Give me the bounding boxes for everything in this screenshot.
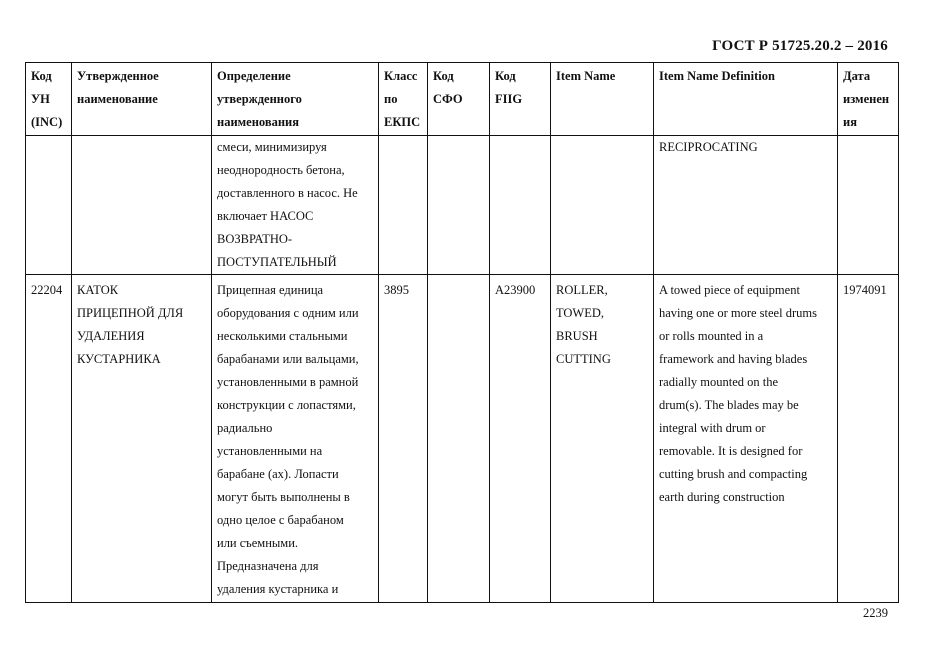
sfo-code-cell: [428, 136, 490, 275]
header-line: по: [384, 92, 398, 106]
header-line: Код: [495, 69, 516, 83]
header-line: Утвержденное: [77, 69, 159, 83]
cell-line: framework and having blades: [659, 352, 808, 366]
cell-line: ВОЗВРАТНО-: [217, 232, 293, 246]
cell-line: removable. It is designed for: [659, 444, 803, 458]
cell-line: удаления кустарника и: [217, 582, 339, 596]
cell-line: установленными в рамной: [217, 375, 359, 389]
cell-line: доставленного в насос. Не: [217, 186, 358, 200]
cell-line: ПОСТУПАТЕЛЬНЫЙ: [217, 255, 337, 269]
cell-line: RECIPROCATING: [659, 140, 758, 154]
page-number: 2239: [863, 606, 888, 620]
document-standard-header: ГОСТ Р 51725.20.2 – 2016: [712, 38, 888, 54]
header-line: ия: [843, 115, 857, 129]
header-line: СФО: [433, 92, 463, 106]
cell-line: КУСТАРНИКА: [77, 352, 161, 366]
header-inc: [26, 63, 72, 136]
cell-line: или съемными.: [217, 536, 299, 550]
cell-line: radially mounted on the: [659, 375, 779, 389]
table-row: [26, 136, 899, 275]
header-sfo-code: [428, 63, 490, 136]
cell-line: неоднородность бетона,: [217, 163, 345, 177]
cell-line: несколькими стальными: [217, 329, 348, 343]
table-row: [26, 275, 899, 603]
cell-line: барабанами или вальцами,: [217, 352, 359, 366]
header-line: наименование: [77, 92, 158, 106]
cell-line: 22204: [31, 283, 63, 297]
header-change-date: [838, 63, 899, 136]
cell-line: могут быть выполнены в: [217, 490, 350, 504]
cell-line: барабане (ах). Лопасти: [217, 467, 339, 481]
cell-line: конструкции с лопастями,: [217, 398, 356, 412]
header-line: Дата: [843, 69, 871, 83]
header-line: ЕКПС: [384, 115, 421, 129]
sfo-code-cell: [428, 275, 490, 603]
cell-line: УДАЛЕНИЯ: [77, 329, 145, 343]
cell-line: Прицепная единица: [217, 283, 324, 297]
table-header-row: [26, 63, 899, 136]
header-line: FIIG: [495, 92, 523, 106]
cell-line: КАТОК: [77, 283, 119, 297]
cell-line: or rolls mounted in a: [659, 329, 764, 343]
inc-cell: [26, 136, 72, 275]
header-line: УН: [31, 92, 50, 106]
definition-cell: [212, 136, 379, 275]
header-fiig-code: [490, 63, 551, 136]
cell-line: одно целое с барабаном: [217, 513, 344, 527]
fiig-code-cell: [490, 136, 551, 275]
header-line: Item Name: [556, 69, 616, 83]
definition-cell: [212, 275, 379, 603]
cell-line: A towed piece of equipment: [659, 283, 800, 297]
cell-line: TOWED,: [556, 306, 605, 320]
header-line: Код: [433, 69, 454, 83]
header-line: утвержденного: [217, 92, 302, 106]
header-line: Определение: [217, 69, 291, 83]
cell-line: CUTTING: [556, 352, 611, 366]
header-line: Класс: [384, 69, 418, 83]
header-approved-name: [72, 63, 212, 136]
cell-line: оборудования с одним или: [217, 306, 359, 320]
item-name-definition-cell: [654, 136, 838, 275]
ekps-class-cell: [379, 136, 428, 275]
header-line: наименования: [217, 115, 300, 129]
header-item-name: [551, 63, 654, 136]
change-date-cell: [838, 275, 899, 603]
header-line: (INC): [31, 115, 63, 129]
header-item-name-definition: [654, 63, 838, 136]
cell-line: integral with drum or: [659, 421, 766, 435]
cell-line: 1974091: [843, 283, 887, 297]
approved-name-cell: [72, 275, 212, 603]
change-date-cell: [838, 136, 899, 275]
cell-line: ПРИЦЕПНОЙ ДЛЯ: [77, 306, 184, 320]
item-name-definition-cell: [654, 275, 838, 603]
header-line: изменен: [843, 92, 890, 106]
header-line: Item Name Definition: [659, 69, 775, 83]
cell-line: установленными на: [217, 444, 323, 458]
cell-line: earth during construction: [659, 490, 785, 504]
header-line: Код: [31, 69, 52, 83]
cell-line: having one or more steel drums: [659, 306, 817, 320]
ekps-class-cell: [379, 275, 428, 603]
cell-line: Предназначена для: [217, 559, 319, 573]
cell-line: drum(s). The blades may be: [659, 398, 799, 412]
approved-name-cell: [72, 136, 212, 275]
cell-line: смеси, минимизируя: [217, 140, 327, 154]
cell-line: радиально: [217, 421, 273, 435]
header-definition: [212, 63, 379, 136]
cell-line: ROLLER,: [556, 283, 608, 297]
cell-line: BRUSH: [556, 329, 598, 343]
inc-cell: [26, 275, 72, 603]
catalog-table: [25, 62, 899, 603]
cell-line: включает НАСОС: [217, 209, 314, 223]
cell-line: cutting brush and compacting: [659, 467, 808, 481]
item-name-cell: [551, 136, 654, 275]
fiig-code-cell: [490, 275, 551, 603]
item-name-cell: [551, 275, 654, 603]
cell-line: 3895: [384, 283, 409, 297]
header-ekps-class: [379, 63, 428, 136]
cell-line: A23900: [495, 283, 536, 297]
